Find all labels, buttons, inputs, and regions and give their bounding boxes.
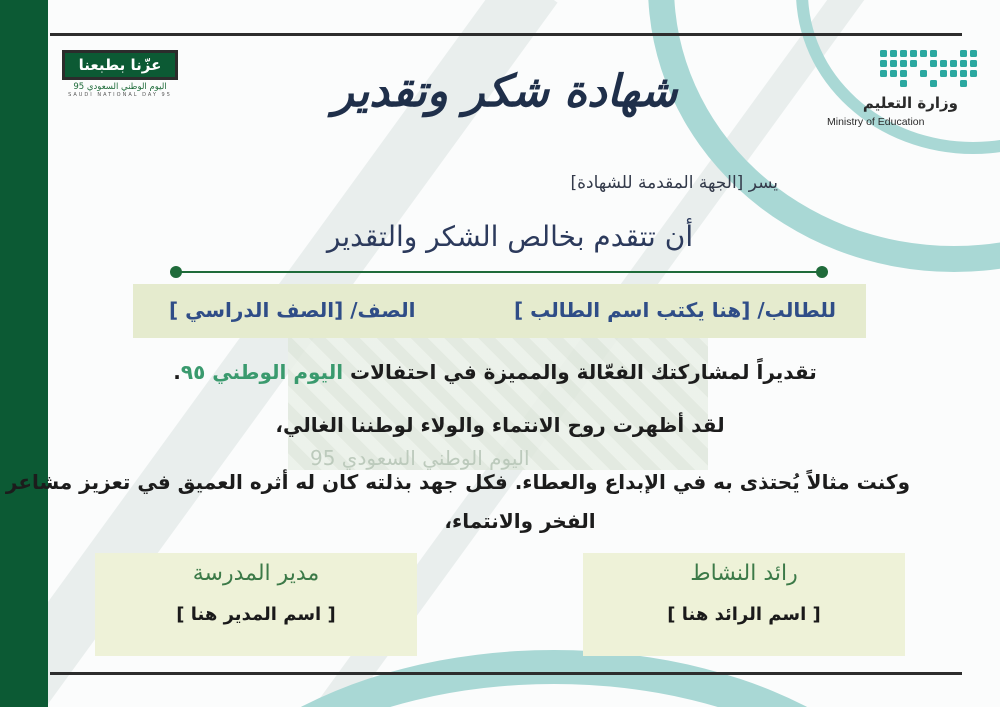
divider-dot [816,266,828,278]
body-line-1 [150,360,840,384]
body-line-3: وكنت مثالاً يُحتذى به في الإبداع والعطاء. فكل جهد بذلته كان له أثره العميق في تعزيز مشاعر [5,470,910,494]
divider-dot [170,266,182,278]
certificate-title: شهادة شكر وتقدير [332,66,678,117]
national-day-highlight: اليوم الوطني ٩٥ [180,360,344,384]
body-line-1-suffix: . [173,360,181,384]
issuer-line: يسر [الجهة المقدمة للشهادة] [570,173,778,193]
body-line-1-prefix: تقديراً لمشاركتك الفعّالة والمميزة في احتفالات [343,360,817,384]
ministry-arabic-name: وزارة التعليم [862,94,958,112]
principal-signature-box [95,553,417,656]
ministry-dots-icon [880,48,984,88]
logo-badge: عزّنا بطبعنا [62,50,178,80]
activity-leader-role: رائد النشاط [690,561,798,586]
principal-role: مدير المدرسة [192,561,320,586]
thanks-headline: أن تتقدم بخالص الشكر والتقدير [326,220,694,253]
student-info-box [133,284,866,338]
logo-english: SAUDI NATIONAL DAY 95 [68,92,172,98]
body-line-4: الفخر والانتماء، [444,509,596,533]
watermark-text: اليوم الوطني السعودي 95 [310,446,530,470]
national-day-logo [62,50,178,102]
top-border-line [50,33,962,36]
body-line-2: لقد أظهرت روح الانتماء والولاء لوطننا الغالي، [275,413,725,437]
ministry-of-education-logo [824,48,984,132]
student-name-field: للطالب/ [هنا يكتب اسم الطالب ] [513,298,836,322]
grade-field: الصف/ [الصف الدراسي ] [169,298,416,322]
activity-leader-name: [ اسم الرائد هنا ] [667,604,821,625]
activity-leader-signature-box [583,553,905,656]
decorative-arc [160,650,948,707]
principal-name: [ اسم المدير هنا ] [176,604,336,625]
ministry-english-name: Ministry of Education [827,116,925,128]
divider-line [176,271,822,273]
bottom-border-line [50,672,962,675]
green-side-bar [0,0,48,707]
logo-subtitle: اليوم الوطني السعودي 95 [73,82,167,92]
